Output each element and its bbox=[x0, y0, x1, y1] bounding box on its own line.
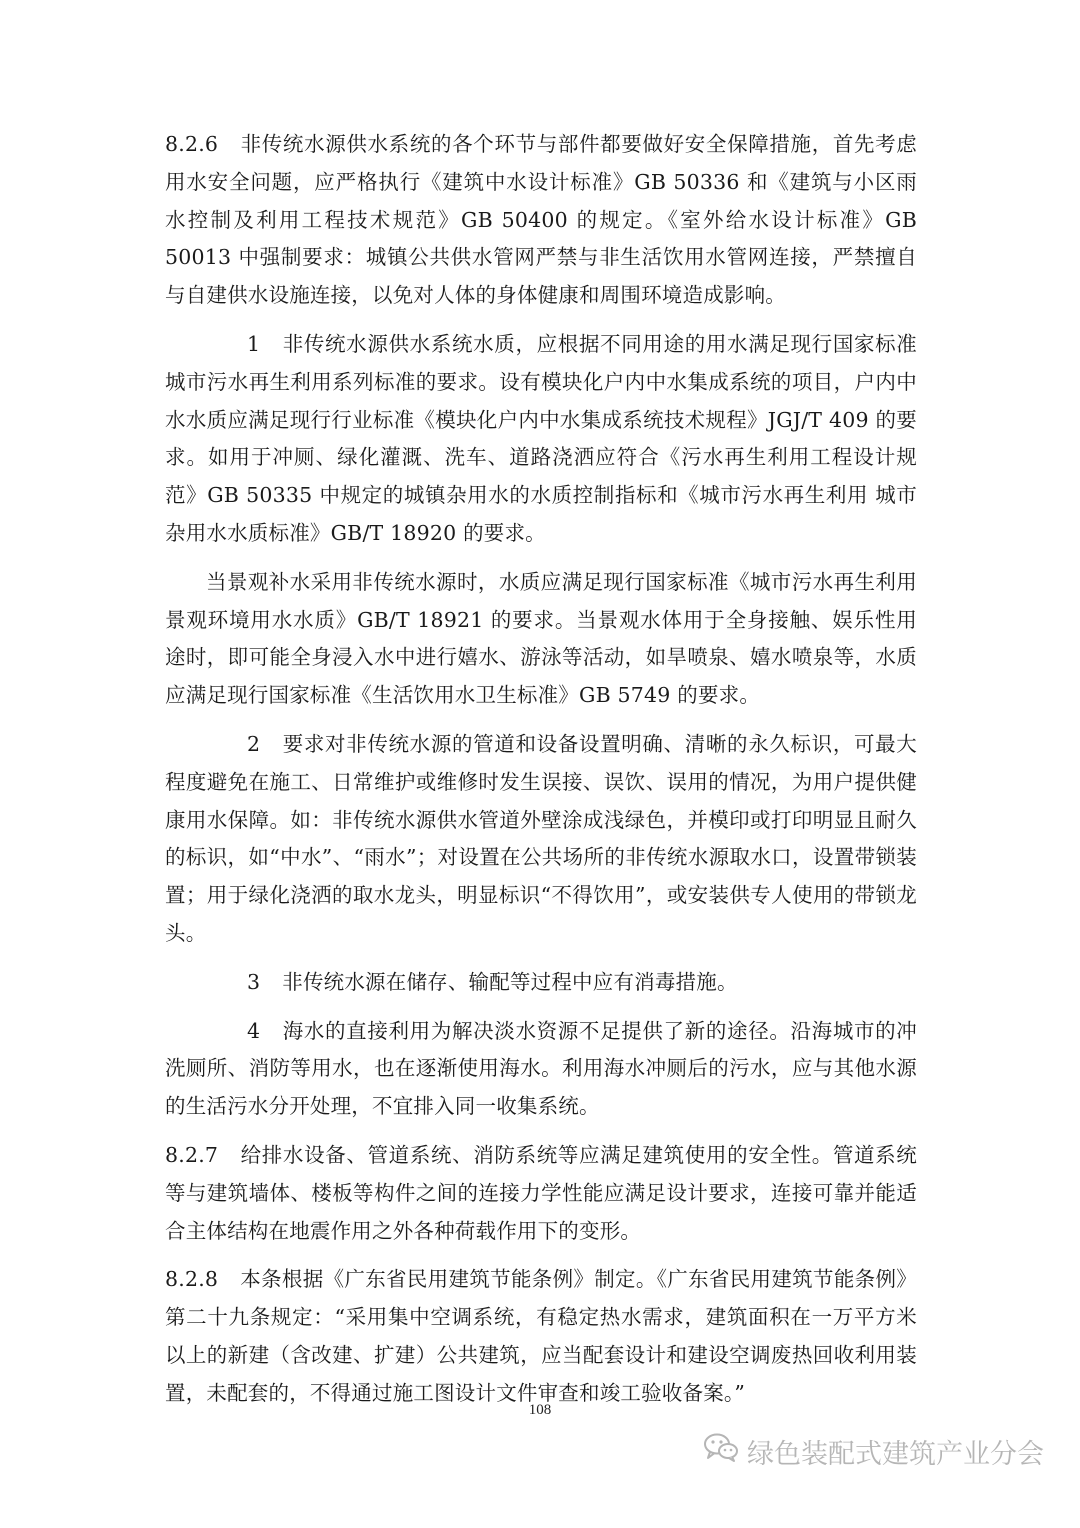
item-3 bbox=[165, 964, 917, 1002]
item-number: 4 bbox=[247, 1018, 261, 1043]
clause-text: 本条根据《广东省民用建筑节能条例》制定。《广东省民用建筑节能条例》第二十九条规定：“采用集中空调系统，有稳定热水需求，建筑面积在一万平方米以上的新建（含改建、扩建）公共建筑，应当配套设计和建设空调废热回收利用装置，未配套的，不得通过施工图设计文件审查和竣工验收备案。” bbox=[165, 1267, 917, 1405]
item-2 bbox=[165, 726, 917, 953]
item-4 bbox=[165, 1013, 917, 1126]
watermark bbox=[703, 1432, 1044, 1471]
clause-text: 给排水设备、管道系统、消防系统等应满足建筑使用的安全性。管道系统等与建筑墙体、楼板等构件之间的连接力学性能应满足设计要求，连接可靠并能适合主体结构在地震作用之外各种荷载作用下的变形。 bbox=[165, 1142, 917, 1243]
item-number: 2 bbox=[247, 731, 261, 756]
clause-8-2-6 bbox=[165, 126, 917, 315]
item-1-continuation bbox=[165, 564, 917, 715]
document-body bbox=[165, 126, 917, 1424]
paragraph-text: 当景观补水采用非传统水源时，水质应满足现行国家标准《城市污水再生利用 景观环境用水水质》GB/T 18921 的要求。当景观水体用于全身接触、娱乐性用途时，即可能全身浸入水中进行嬉水、游泳等活动，如旱喷泉、嬉水喷泉等，水质应满足现行国家标准《生活饮用水卫生标准》GB 5749 的要求。 bbox=[165, 569, 917, 708]
item-1 bbox=[165, 326, 917, 553]
clause-number: 8.2.6 bbox=[165, 132, 219, 156]
item-text: 海水的直接利用为解决淡水资源不足提供了新的途径。沿海城市的冲洗厕所、消防等用水，也在逐渐使用海水。利用海水冲厕后的污水，应与其他水源的生活污水分开处理，不宜排入同一收集系统。 bbox=[165, 1018, 917, 1119]
clause-8-2-7 bbox=[165, 1137, 917, 1250]
item-text: 非传统水源供水系统水质，应根据不同用途的用水满足现行国家标准城市污水再生利用系列标准的要求。设有模块化户内中水集成系统的项目，户内中水水质应满足现行行业标准《模块化户内中水集成系统技术规程》JGJ/T 409 的要求。如用于冲厕、绿化灌溉、洗车、道路浇洒应符合《污水再生利用工程设计规范》GB 50335 中规定的城镇杂用水的水质控制指标和《城市污水再生利用 城市杂用水水质标准》GB/T 18920 的要求。 bbox=[165, 331, 917, 545]
clause-number: 8.2.8 bbox=[165, 1267, 219, 1292]
clause-text: 非传统水源供水系统的各个环节与部件都要做好安全保障措施，首先考虑用水安全问题，应严格执行《建筑中水设计标准》GB 50336 和《建筑与小区雨水控制及利用工程技术规范》GB 50400 的规定。《室外给水设计标准》GB 50013 中强制要求：城镇公共供水管网严禁与非生活饮用水管网连接，严禁擅自与自建供水设施连接，以免对人体的身体健康和周围环境造成影响。 bbox=[165, 132, 917, 308]
item-text: 要求对非传统水源的管道和设备设置明确、清晰的永久标识，可最大程度避免在施工、日常维护或维修时发生误接、误饮、误用的情况，为用户提供健康用水保障。如：非传统水源供水管道外壁涂成浅绿色，并模印或打印明显且耐久的标识，如“中水”、“雨水”；对设置在公共场所的非传统水源取水口，设置带锁装置；用于绿化浇洒的取水龙头，明显标识“不得饮用”，或安装供专人使用的带锁龙头。 bbox=[165, 731, 917, 945]
watermark-text: 绿色装配式建筑产业分会 bbox=[747, 1439, 1044, 1470]
item-number: 1 bbox=[247, 331, 261, 356]
clause-8-2-8 bbox=[165, 1261, 917, 1412]
item-number: 3 bbox=[247, 969, 261, 994]
page-number: 108 bbox=[528, 1402, 552, 1418]
clause-number: 8.2.7 bbox=[165, 1142, 219, 1167]
item-text: 非传统水源在储存、输配等过程中应有消毒措施。 bbox=[282, 969, 738, 994]
wechat-icon bbox=[703, 1432, 739, 1471]
